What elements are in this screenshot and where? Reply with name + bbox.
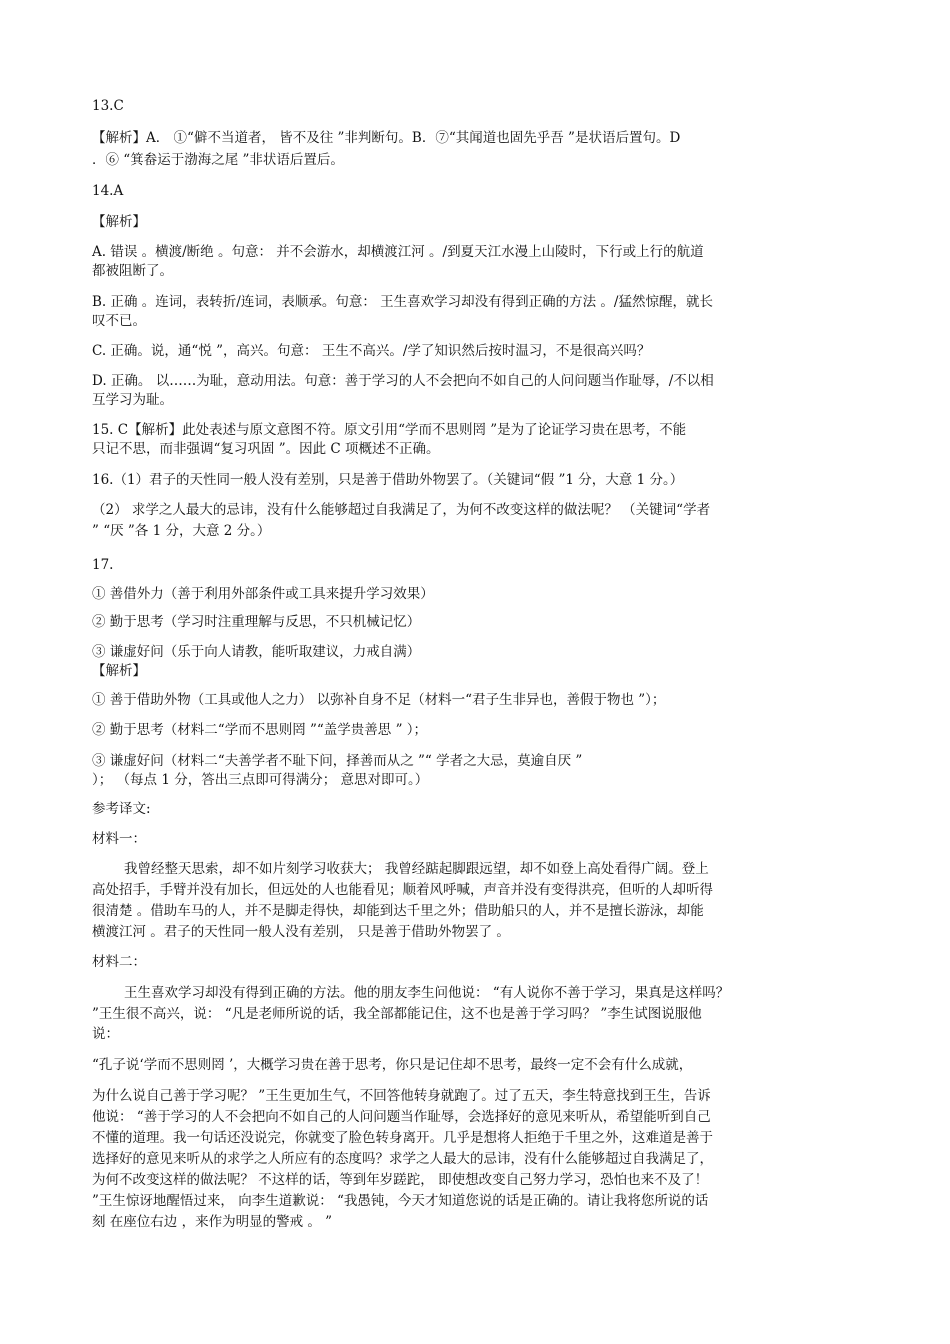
answer-14-option-d: D. 正确。 以……为耻，意动用法。句意：善于学习的人不会把向不如自己的人问问题当作耻辱，/不以相 [92, 373, 714, 389]
material-1-label: 材料一： [92, 831, 146, 847]
reference-translation-label: 参考译文: [92, 801, 151, 817]
answer-14-option-b-cont: 叹不已。 [92, 313, 146, 329]
material-2-line-7: 不懂的道理。我一句话还没说完，你就变了脸色转身离开。几乎是想将人拒绝于千里之外，这难道是善于 [92, 1130, 713, 1146]
answer-16-part-1: 16.（1）君子的天性同一般人没有差别，只是善于借助外物罢了。（关键词“假 ”1 分，大意 1 分。） [92, 472, 684, 488]
answer-15: 15. C【解析】此处表述与原文意图不符。原文引用“学而不思则罔 ”是为了论证学习贵在思考，不能 [92, 422, 687, 438]
material-2-line-3: 说： [92, 1026, 119, 1042]
material-1-line-3: 很清楚 。借助车马的人，并不是脚走得快，却能到达千里之外；借助船只的人，并不是擅长游泳，却能 [92, 903, 704, 919]
material-1-line-1: 我曾经整天思索，却不如片刻学习收获大； 我曾经踮起脚跟远望，却不如登上高处看得广阔。登上 [124, 861, 709, 877]
material-2-line-9: 为何不改变这样的做法呢？ 不这样的话，等到年岁蹉跎， 即使想改变自己努力学习，恐怕也来不及了！ [92, 1172, 709, 1188]
answer-17-analysis-label: 【解析】 [92, 663, 146, 679]
answer-16-part-2: （2） 求学之人最大的忌讳，没有什么能够超过自我满足了，为何不改变这样的做法呢？ （关键词“学者 [92, 502, 711, 518]
answer-14-option-b: B. 正确 。连词，表转折/连词，表顺承。句意： 王生喜欢学习却没有得到正确的方法 。/猛然惊醒，就长 [92, 294, 713, 310]
answer-13-analysis-cont: ．⑥ “箕畚运于渤海之尾 ”非状语后置后。 [92, 152, 344, 168]
material-2-line-2: ”王生很不高兴，说： “凡是老师所说的话，我全部都能记住，这不也是善于学习吗？ ”李生试图说服他 [92, 1006, 702, 1022]
material-2-line-4: “孔子说‘学而不思则罔 ’，大概学习贵在善于思考，你只是记住却不思考，最终一定不会有什么成就， [92, 1057, 693, 1073]
answer-13-analysis: 【解析】A． ①“僻不当道者， 皆不及往 ”非判断句。B．⑦“其闻道也固先乎吾 ”是状语后置句。D [92, 130, 681, 146]
answer-17-analysis-1: ① 善于借助外物（工具或他人之力） 以弥补自身不足（材料一“君子生非异也，善假于物也 ”）； [92, 692, 666, 708]
answer-15-cont: 只记不思，而非强调“复习巩固 ”。因此 C 项概述不正确。 [92, 441, 440, 457]
answer-16-part-2-cont: ” “厌 ”各 1 分，大意 2 分。） [92, 523, 271, 539]
answer-14-option-c: C. 正确。说，通“悦 ”，高兴。句意： 王生不高兴。/学了知识然后按时温习，不是很高兴吗？ [92, 343, 651, 359]
material-1-line-4: 横渡江河 。君子的天性同一般人没有差别， 只是善于借助外物罢了 。 [92, 924, 510, 940]
answer-17-heading: 17. [92, 557, 114, 573]
material-2-line-11: 刻 在座位右边 ，来作为明显的警戒 。 ” [92, 1214, 333, 1230]
answer-14-heading: 14.A [92, 183, 124, 199]
answer-17-point-1: ① 善借外力（善于利用外部条件或工具来提升学习效果） [92, 586, 434, 602]
material-1-line-2: 高处招手，手臂并没有加长，但远处的人也能看见；顺着风呼喊，声音并没有变得洪亮，但听的人却听得 [92, 882, 713, 898]
answer-17-point-3: ③ 谦虚好问（乐于向人请教，能听取建议，力戒自满） [92, 644, 421, 660]
answer-17-analysis-3-cont: ）； （每点 1 分，答出三点即可得满分； 意思对即可。） [92, 772, 429, 788]
material-2-line-1: 王生喜欢学习却没有得到正确的方法。他的朋友李生问他说： “有人说你不善于学习，果真是这样吗？ [124, 985, 730, 1001]
material-2-line-10: ”王生惊讶地醒悟过来， 向李生道歉说： “我愚钝，今天才知道您说的话是正确的。请让我将您所说的话 [92, 1193, 709, 1209]
answer-14-option-d-cont: 互学习为耻。 [92, 392, 173, 408]
answer-14-option-a-cont: 都被阻断了。 [92, 263, 173, 279]
answer-14-option-a: A. 错误 。横渡/断绝 。句意： 并不会游水，却横渡江河 。/到夏天江水漫上山陵时，下行或上行的航道 [92, 244, 704, 260]
answer-17-point-2: ② 勤于思考（学习时注重理解与反思，不只机械记忆） [92, 614, 421, 630]
material-2-line-8: 选择好的意见来听从的求学之人所应有的态度吗？求学之人最大的忌讳，没有什么能够超过自我满足了， [92, 1151, 713, 1167]
answer-17-analysis-2: ② 勤于思考（材料二“学而不思则罔 ”“盖学贵善思 ” ）； [92, 722, 428, 738]
material-2-line-6: 他说： “善于学习的人不会把向不如自己的人问问题当作耻辱，会选择好的意见来听从，希望能听到自己 [92, 1109, 711, 1125]
material-2-label: 材料二： [92, 954, 146, 970]
answer-14-analysis-label: 【解析】 [92, 214, 146, 230]
answer-13-heading: 13.C [92, 98, 124, 114]
answer-17-analysis-3: ③ 谦虚好问（材料二“夫善学者不耻下问，择善而从之 ”“ 学者之大忌，莫逾自厌 ” [92, 753, 583, 769]
material-2-line-5: 为什么说自己善于学习呢？ ”王生更加生气，不回答他转身就跑了。过了五天，李生特意找到王生，告诉 [92, 1088, 711, 1104]
